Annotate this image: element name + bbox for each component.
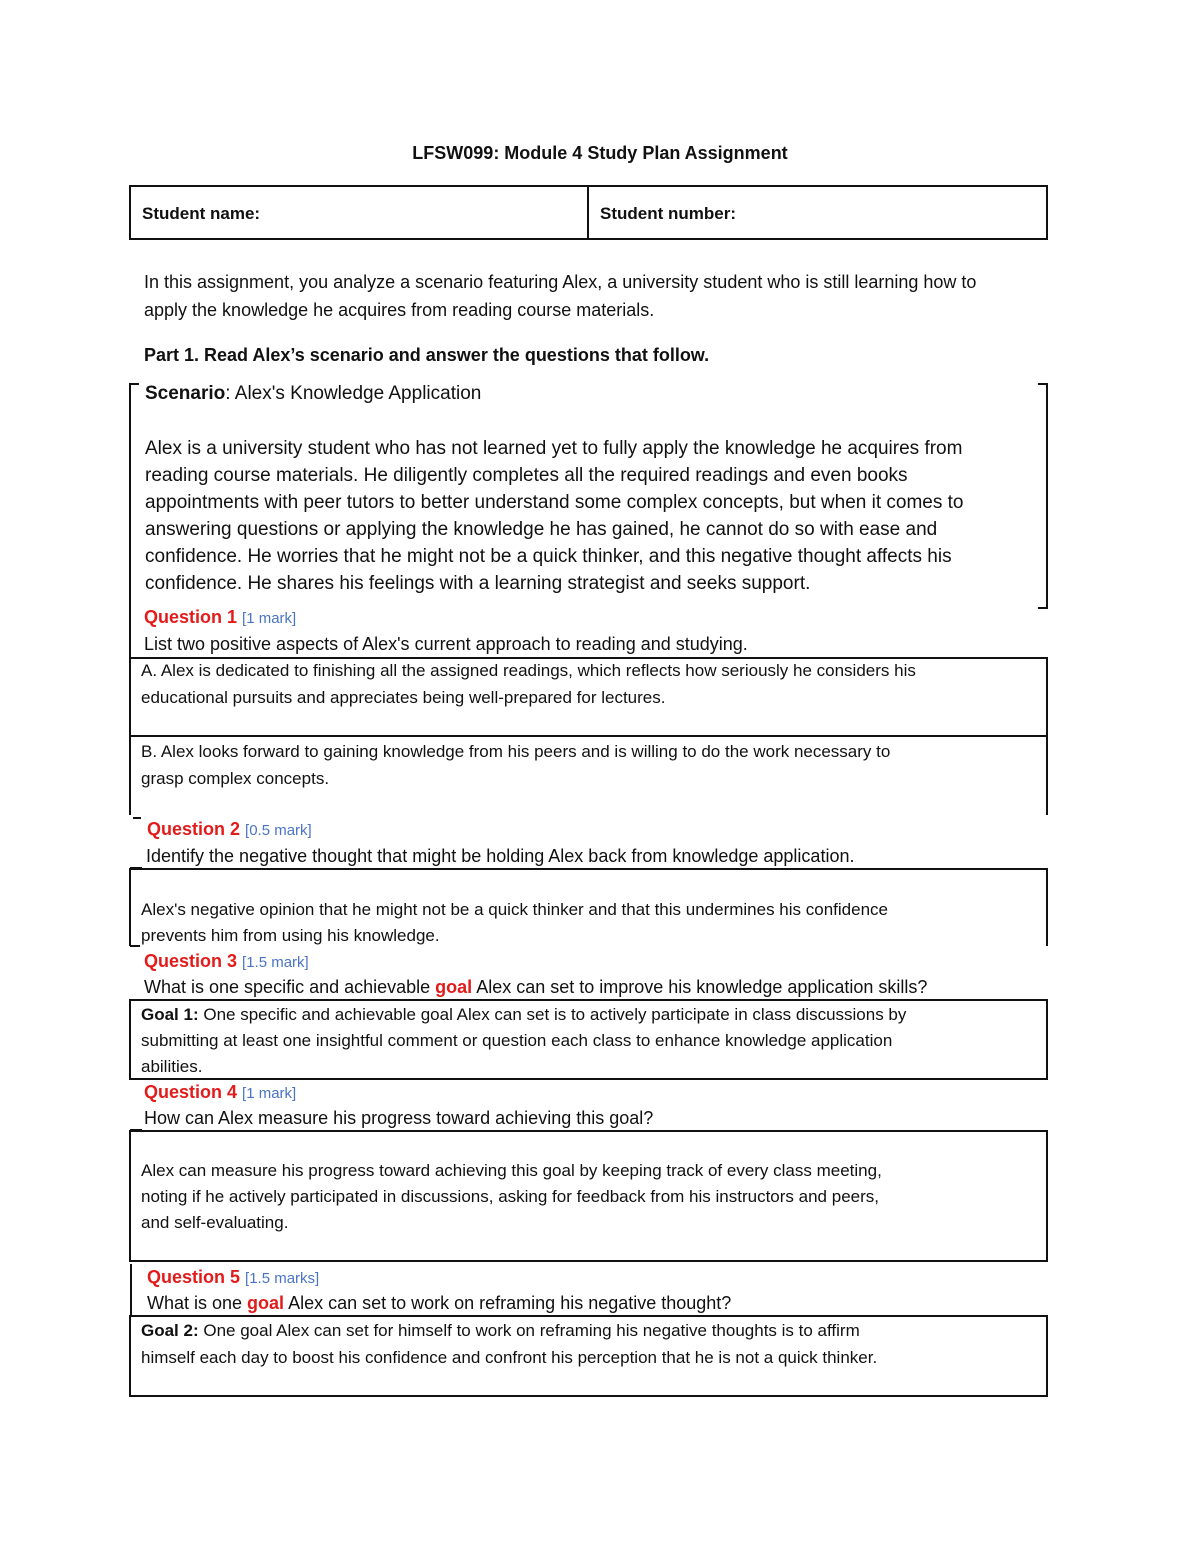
- scenario-line-6: confidence. He shares his feelings with a learning strategist and seeks support.: [145, 573, 811, 594]
- q3-answer-line-3: abilities.: [141, 1057, 203, 1076]
- intro-line-1: In this assignment, you analyze a scenario featuring Alex, a university student who is still learning how to: [144, 272, 977, 292]
- q4-answer-line-1: Alex can measure his progress toward achieving this goal by keeping track of every class meeting,: [141, 1161, 882, 1180]
- intro-line-2: apply the knowledge he acquires from reading course materials.: [144, 300, 655, 320]
- q2-top-tick: [133, 817, 141, 819]
- q4-title: Question 4: [144, 1082, 238, 1102]
- q3-prompt-post: Alex can set to improve his knowledge application skills?: [472, 977, 928, 997]
- q5-answer-line-1: [141, 1317, 860, 1344]
- part1-heading: Part 1. Read Alex’s scenario and answer the questions that follow.: [144, 345, 710, 365]
- q1-title: Question 1: [144, 607, 238, 627]
- q1-left-tick: [129, 605, 131, 657]
- q5-prompt-post: Alex can set to work on reframing his negative thought?: [284, 1293, 732, 1313]
- scenario-right-border: [1038, 383, 1048, 609]
- q3-prompt-pre: What is one specific and achievable: [144, 977, 436, 997]
- q5-prompt-goal: goal: [247, 1293, 285, 1313]
- q4-answer-line-3: and self-evaluating.: [141, 1213, 289, 1232]
- q1-answer-a-line-2: educational pursuits and appreciates being well-prepared for lectures.: [141, 688, 666, 707]
- q5-answer-label: Goal 2:: [141, 1321, 199, 1340]
- scenario-title-text: : Alex's Knowledge Application: [225, 383, 482, 404]
- q5-answer-line-2: himself each day to boost his confidence and confront his perception that he is not a quick thinker.: [141, 1348, 878, 1367]
- q3-answer-line-2: submitting at least one insightful comment or question each class to enhance knowledge application: [141, 1031, 893, 1050]
- q4-mark: [1 mark]: [242, 1085, 297, 1102]
- q1-answer-b-line-1: B. Alex looks forward to gaining knowledge from his peers and is willing to do the work necessary to: [141, 742, 891, 761]
- q3-prompt-goal: goal: [435, 977, 473, 997]
- scenario-line-5: confidence. He worries that he might not be a quick thinker, and this negative thought affects his: [145, 546, 952, 567]
- q1-answer-b-line-2: grasp complex concepts.: [141, 769, 330, 788]
- q5-answer-first: One goal Alex can set for himself to work on reframing his negative thoughts is to affirm: [198, 1321, 860, 1340]
- student-number-label: Student number:: [600, 204, 736, 223]
- q5-heading: [147, 1267, 319, 1288]
- q1-heading: [144, 607, 296, 628]
- scenario-title: [145, 380, 481, 407]
- q3-mark: [1.5 mark]: [242, 954, 309, 971]
- q3-prompt: [144, 974, 927, 1001]
- scenario-line-1: Alex is a university student who has not learned yet to fully apply the knowledge he acquires from: [145, 438, 963, 459]
- q3-answer-label: Goal 1:: [141, 1005, 199, 1024]
- q4-heading: [144, 1082, 296, 1103]
- q3-answer-first: One specific and achievable goal Alex can set is to actively participate in class discussions by: [198, 1005, 907, 1024]
- q5-prompt-pre: What is one: [147, 1293, 248, 1313]
- q5-prompt: [147, 1290, 731, 1317]
- student-name-label: Student name:: [142, 204, 261, 223]
- q4-answer-line-2: noting if he actively participated in discussions, asking for feedback from his instructors and peers,: [141, 1187, 879, 1206]
- q3-answer-line-1: [141, 1001, 906, 1028]
- q2-prompt: Identify the negative thought that might be holding Alex back from knowledge application.: [146, 846, 855, 866]
- scenario-left-border: [129, 383, 139, 607]
- q2-heading: [147, 819, 312, 840]
- page-title: LFSW099: Module 4 Study Plan Assignment: [412, 143, 788, 163]
- q1-prompt: List two positive aspects of Alex's current approach to reading and studying.: [144, 634, 748, 654]
- scenario-line-3: appointments with peer tutors to better understand some complex concepts, but when it comes to: [145, 492, 964, 513]
- q3-title: Question 3: [144, 951, 238, 971]
- q1-answer-a-line-1: A. Alex is dedicated to finishing all the assigned readings, which reflects how seriously he considers his: [141, 661, 916, 680]
- q2-title: Question 2: [147, 819, 241, 839]
- q2-answer-line-2: prevents him from using his knowledge.: [141, 926, 440, 945]
- q5-top-tick: [130, 1264, 132, 1316]
- q5-mark: [1.5 marks]: [245, 1270, 320, 1287]
- q5-title: Question 5: [147, 1267, 241, 1287]
- q1-mark: [1 mark]: [242, 610, 297, 627]
- scenario-label: Scenario: [145, 383, 226, 404]
- scenario-line-2: reading course materials. He diligently completes all the required readings and even books: [145, 465, 908, 486]
- student-table-divider: [587, 185, 589, 240]
- q3-heading: [144, 951, 309, 972]
- scenario-line-4: answering questions or applying the knowledge he has gained, he cannot do so with ease and: [145, 519, 938, 540]
- q4-prompt: How can Alex measure his progress toward achieving this goal?: [144, 1108, 654, 1128]
- q2-bottom-tick: [130, 945, 140, 947]
- q2-answer-line-1: Alex's negative opinion that he might not be a quick thinker and that this undermines his confidence: [141, 900, 888, 919]
- q2-mark: [0.5 mark]: [245, 822, 312, 839]
